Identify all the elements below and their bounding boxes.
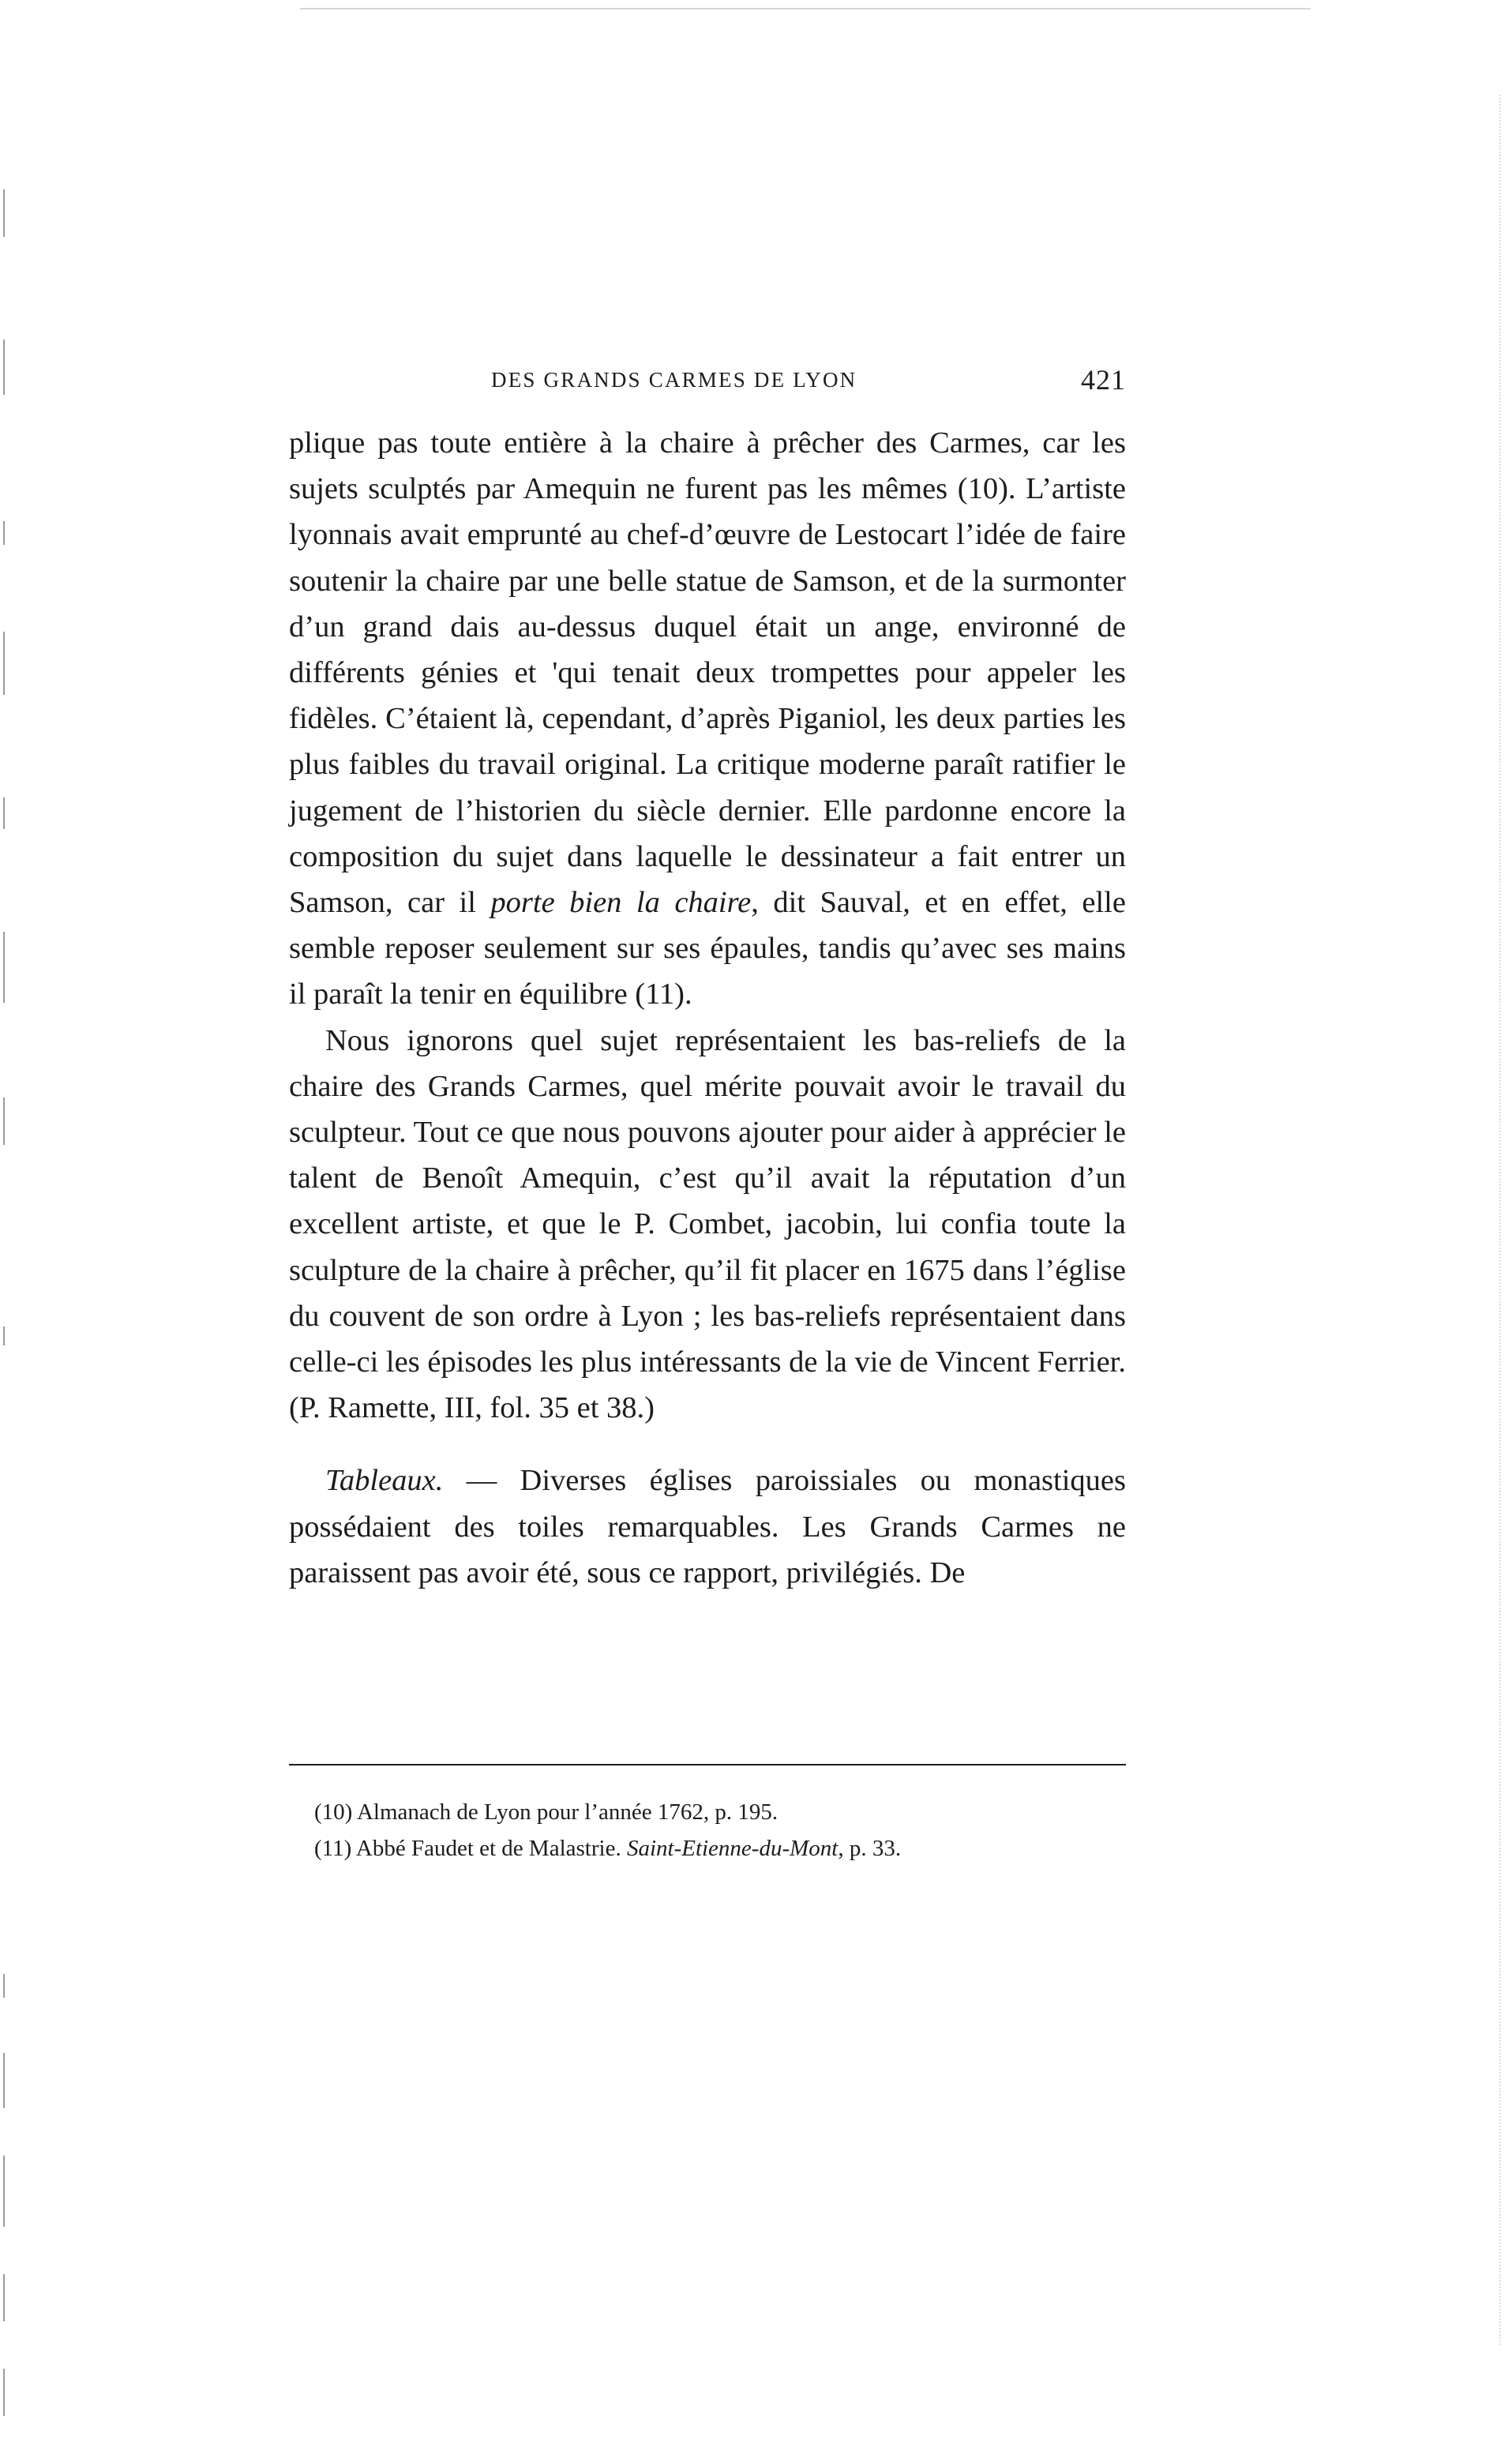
footnote-11-page: , p. 33. [838, 1836, 902, 1861]
paragraph-2-text: Nous ignorons quel sujet représentaient les bas-reliefs de la chaire des Grands Carmes, quel mérite pouvait avoir le travail du sculpteur. Tout ce que nous pouvons ajouter pour aider à apprécier le talent de Benoît Amequin, c’est qu’il avait la réputation d’un excellent artiste, et que le P. Combet, jacobin, lui confia toute la sculpture de la chaire à prêcher, qu’il fit placer en 1675 dans l’église du couvent de son ordre à Lyon ; les bas-reliefs représentaient dans celle-ci les épisodes les plus intéressants de la vie de Vincent Ferrier. (P. Ramette, III, fol. 35 et 38.) [289, 1023, 1126, 1425]
page-number: 421 [1081, 364, 1126, 396]
footnote-rule [289, 1764, 1126, 1765]
section-heading-tableaux: Tableaux. [325, 1464, 444, 1498]
running-header [289, 365, 1126, 396]
footnote-11-text: (11) Abbé Faudet et de Malastrie. [314, 1836, 627, 1861]
paragraph-3-text: — Diverses églises paroissiales ou monastiques possédaient des toiles remarquables. Les Grands Carmes ne paraissent pas avoir été, sous ce rapport, privilégiés. De [289, 1464, 1126, 1589]
paragraph-2 [289, 1018, 1126, 1432]
footnotes [314, 1794, 1126, 1867]
footnote-10-text: (10) Almanach de Lyon pour l’année 1762, p. 195. [314, 1799, 779, 1825]
page-edge-top [300, 8, 1311, 9]
paragraph-3 [289, 1458, 1126, 1596]
footnote-11 [314, 1830, 1126, 1867]
paragraph-1 [289, 420, 1126, 1018]
paragraph-1-italic-phrase: porte bien la chaire [490, 886, 752, 920]
footnote-10 [314, 1794, 1126, 1830]
footnote-11-title: Saint-Etienne-du-Mont [626, 1836, 839, 1861]
paragraph-1-text-end: , dit Sauval, et en effet, elle semble reposer seulement sur ses épaules, tandis qu’avec ses mains il paraît la tenir en équilibre (11). [289, 886, 1126, 1011]
body-text [289, 420, 1126, 1596]
running-title: DES GRANDS CARMES DE LYON [491, 368, 857, 392]
page-edge-right [1499, 95, 1501, 2345]
paragraph-1-text: plique pas toute entière à la chaire à prêcher des Carmes, car les sujets sculptés par Amequin ne furent pas les mêmes (10). L’artiste lyonnais avait emprunté au chef-d’œuvre de Lestocart l’idée de faire soutenir la chaire par une belle statue de Samson, et de la surmonter d’un grand dais au-dessus duquel était un ange, environné de différents génies et 'qui tenait deux trompettes pour appeler les fidèles. C’étaient là, cependant, d’après Piganiol, les deux parties les plus faibles du travail original. La critique moderne paraît ratifier le jugement de l’historien du siècle dernier. Elle pardonne encore la composition du sujet dans laquelle le dessinateur a fait entrer un Samson, car il [289, 426, 1126, 920]
scan-marks [0, 0, 11, 2439]
